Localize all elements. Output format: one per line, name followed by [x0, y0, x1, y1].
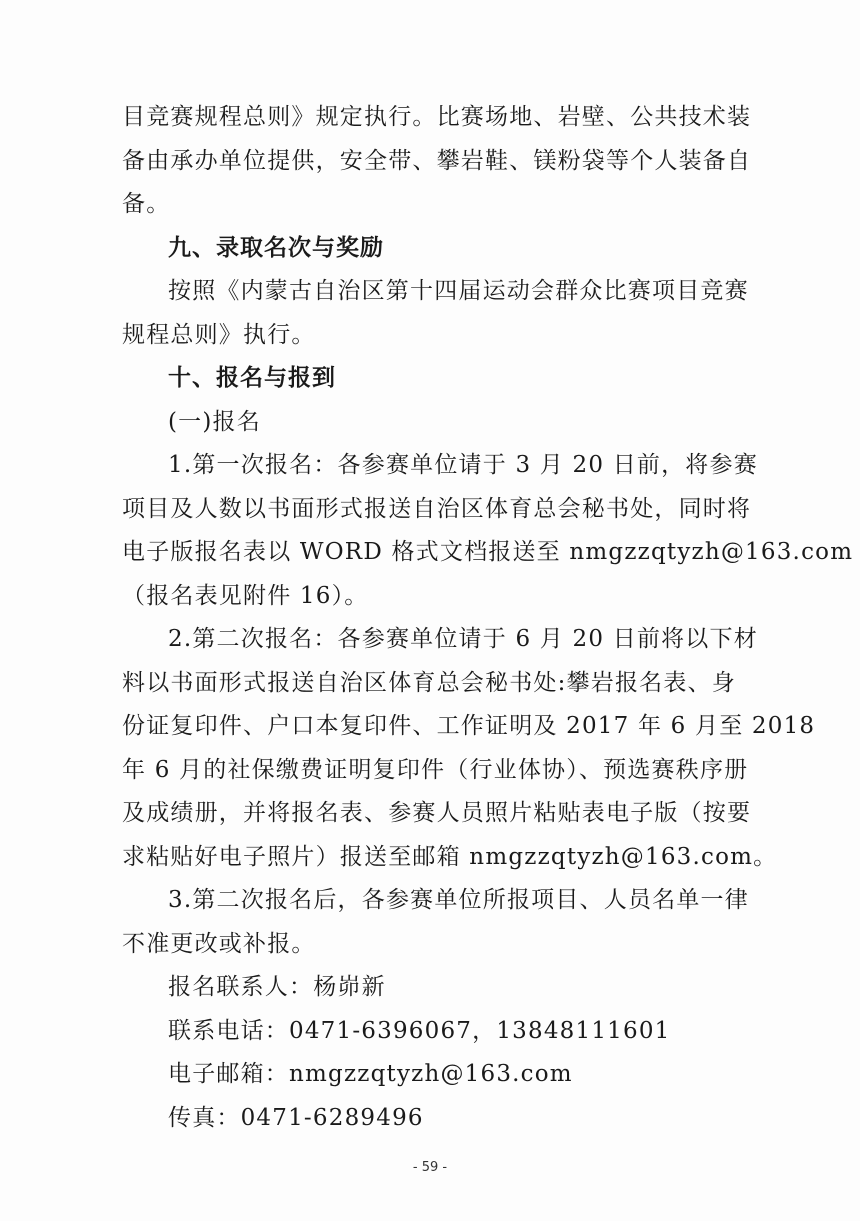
- text-line: 按照《内蒙古自治区第十四届运动会群众比赛项目竞赛: [168, 278, 749, 304]
- page-number: - 59 -: [412, 1160, 448, 1175]
- text-line: 不准更改或补报。: [122, 930, 316, 957]
- text-line: 份证复印件、户口本复印件、工作证明及 2017 年 6 月至 2018: [122, 713, 816, 739]
- paragraph-awards: [122, 270, 749, 357]
- text-line: 备由承办单位提供，安全带、攀岩鞋、镁粉袋等个人装备自: [122, 147, 752, 174]
- text-line: 电子版报名表以 WORD 格式文档报送至 nmgzzqtyzh@163.com: [122, 539, 854, 565]
- contact-fax: 传真：0471-6289496: [168, 1104, 424, 1131]
- text-line: 2.第二次报名：各参赛单位请于 6 月 20 日前将以下材: [168, 626, 758, 652]
- text-line: 年 6 月的社保缴费证明复印件（行业体协）、预选赛秩序册: [122, 756, 749, 783]
- text-line: （报名表见附件 16）。: [122, 582, 369, 609]
- paragraph-regulation-execution: [122, 96, 752, 227]
- list-item-no-changes: [122, 879, 749, 966]
- text-line: 目竞赛规程总则》规定执行。比赛场地、岩壁、公共技术装: [122, 104, 752, 130]
- subheading-registration: (一)报名: [168, 408, 261, 435]
- text-line: 规程总则》执行。: [122, 321, 316, 348]
- text-line: 备。: [122, 191, 171, 217]
- section-heading-awards: 九、录取名次与奖励: [168, 234, 384, 261]
- contact-phone: 联系电话：0471-6396067，13848111601: [168, 1017, 671, 1044]
- text-line: 3.第二次报名后，各参赛单位所报项目、人员名单一律: [168, 887, 749, 913]
- text-line: 料以书面形式报送自治区体育总会秘书处:攀岩报名表、身: [122, 669, 736, 696]
- contact-info: [122, 966, 742, 1140]
- list-item-first-registration: [122, 444, 854, 618]
- document-body: [122, 96, 854, 1140]
- text-line: 1.第一次报名：各参赛单位请于 3 月 20 日前，将参赛: [168, 452, 758, 478]
- section-heading-registration: 十、报名与报到: [168, 365, 336, 391]
- list-item-second-registration: [122, 618, 816, 879]
- text-line: 项目及人数以书面形式报送自治区体育总会秘书处，同时将: [122, 495, 752, 522]
- contact-person: 报名联系人：杨峁新: [168, 974, 386, 1000]
- text-line: 求粘贴好电子照片）报送至邮箱 nmgzzqtyzh@163.com。: [122, 843, 778, 870]
- contact-email: 电子邮箱：nmgzzqtyzh@163.com: [168, 1061, 573, 1087]
- text-line: 及成绩册，并将报名表、参赛人员照片粘贴表电子版（按要: [122, 800, 752, 826]
